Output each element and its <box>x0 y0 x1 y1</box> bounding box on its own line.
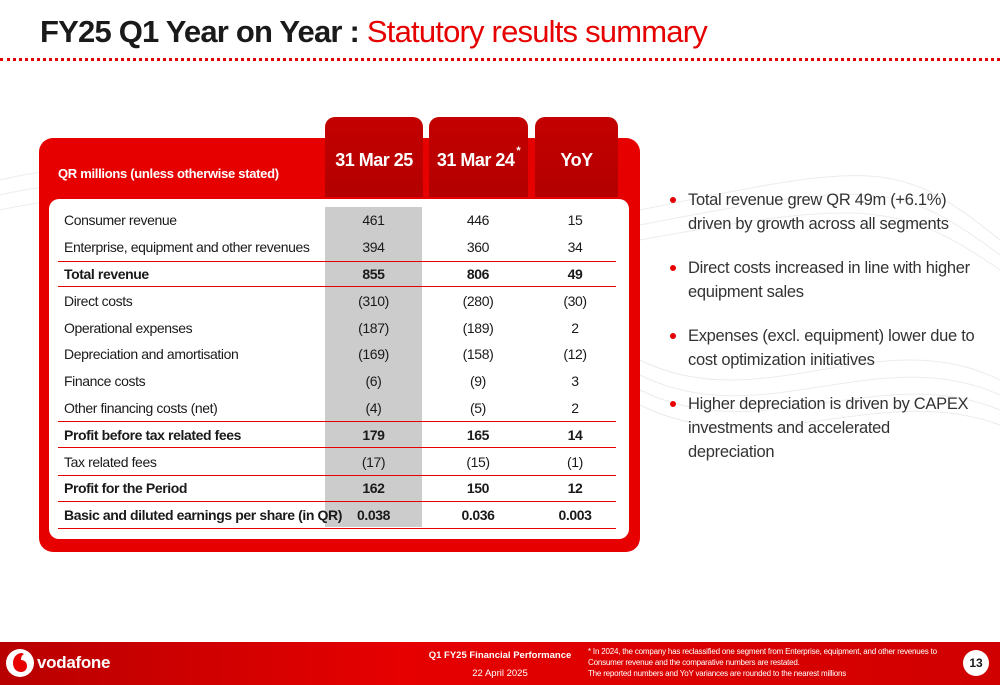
vodafone-speechmark-icon <box>5 648 35 678</box>
results-table <box>58 207 616 529</box>
table-row-profit-for-period: Profit for the Period 162 150 12 <box>58 475 616 502</box>
table-row: Tax related fees (17) (15) (1) <box>64 453 583 470</box>
title-divider <box>0 58 1000 61</box>
column-header-yoy: YoY <box>535 117 618 197</box>
bullet-item: Higher depreciation is driven by CAPEX investments and accelerated depreciation <box>668 392 978 464</box>
bullet-item: Expenses (excl. equipment) lower due to cost optimization initiatives <box>668 324 978 372</box>
title-main: FY25 Q1 Year on Year <box>40 14 342 49</box>
table-row: Operational expenses (187) (189) 2 <box>64 319 579 336</box>
title-subtitle: Statutory results summary <box>366 14 707 49</box>
column-header-prior: 31 Mar 24 * <box>429 117 528 197</box>
footer-doc-title: Q1 FY25 Financial Performance <box>428 650 572 661</box>
table-row: Other financing costs (net) (4) (5) 2 <box>64 399 579 416</box>
table-row: Finance costs (6) (9) 3 <box>64 373 579 390</box>
bullet-item: Total revenue grew QR 49m (+6.1%) driven by growth across all segments <box>668 188 978 236</box>
table-row-profit-before-tax: Profit before tax related fees 179 165 14 <box>58 421 616 448</box>
footer-note-line: Consumer revenue and the comparative numbers are restated. <box>588 658 800 667</box>
table-row-eps: Basic and diluted earnings per share (in QR) 0.038 0.036 0.003 <box>58 502 616 529</box>
title-separator: : <box>349 14 360 49</box>
table-row: Consumer revenue 461 446 15 <box>64 212 583 229</box>
footer-note-line: * In 2024, the company has reclassified one segment from Enterprise, equipment, and other revenues to <box>588 647 937 656</box>
commentary-bullets <box>668 188 978 484</box>
table-row: Depreciation and amortisation (169) (158) (12) <box>64 346 587 363</box>
footer-note-line: The reported numbers and YoY variances are rounded to the nearest millions <box>588 669 847 678</box>
page-number: 13 <box>963 650 989 676</box>
bullet-item: Direct costs increased in line with higher equipment sales <box>668 256 978 304</box>
page-title <box>40 14 707 50</box>
table-unit-label: QR millions (unless otherwise stated) <box>58 166 279 181</box>
table-row-total-revenue: Total revenue 855 806 49 <box>58 261 616 288</box>
footer-notes <box>588 646 958 679</box>
column-header-current: 31 Mar 25 <box>325 117 423 197</box>
footer-date: 22 April 2025 <box>472 668 528 679</box>
table-row: Enterprise, equipment and other revenues 394 360 34 <box>64 239 583 256</box>
restated-marker: * <box>516 145 521 157</box>
brand-name: vodafone <box>37 653 111 672</box>
table-row: Direct costs (310) (280) (30) <box>64 292 587 309</box>
